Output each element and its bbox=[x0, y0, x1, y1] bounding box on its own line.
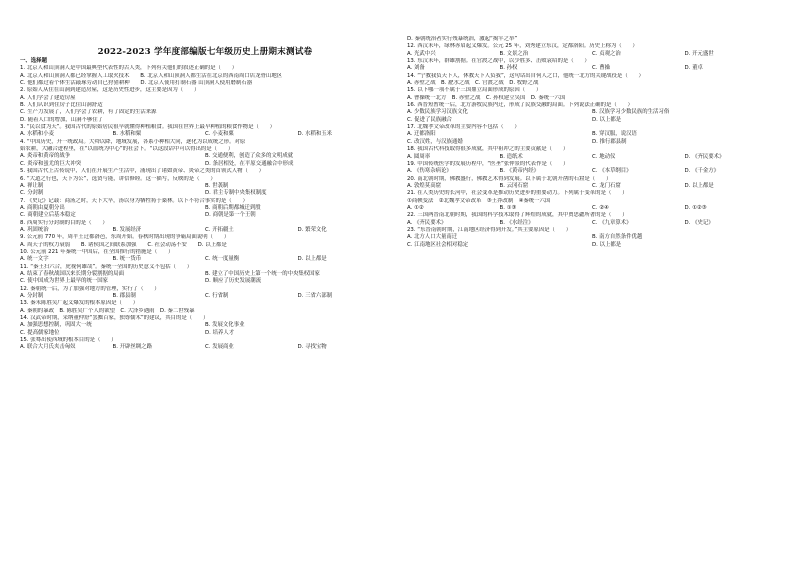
question-stem: 11. “秦王扫六合，虎视何雄哉”。秦统一全国的历史意义不包括（ ） bbox=[20, 263, 193, 270]
answer-option: A. 圆周率 bbox=[407, 153, 431, 160]
answer-options bbox=[407, 242, 777, 249]
answer-option: B. 发展经济 bbox=[112, 226, 142, 233]
answer-options bbox=[20, 161, 390, 168]
answer-option: D. 繁荣文化 bbox=[297, 226, 327, 233]
answer-option: D. 以上都是 bbox=[684, 182, 714, 189]
question-stem: 12. 西汉末年，绿林赤眉起义爆发。公元 25 年，刘秀建立东汉，定都洛阳。历史上称为（ ） bbox=[407, 43, 638, 50]
question-stem: 9. 公元前 770 年，周平王迁都洛邑，东周开始。春秋时期出现的争霸局面说明（ ） bbox=[20, 234, 230, 241]
question-stem: 8. 西周实行分封制的目的是（ ） bbox=[20, 219, 108, 226]
answer-option: A. 水稻和小麦 bbox=[20, 131, 54, 138]
answer-option: D. ①②③ bbox=[684, 204, 707, 211]
answer-options bbox=[20, 278, 390, 285]
question-line: ①商鞅变法 ②北魏孝文帝改革 ③王莽改制 ④秦统一六国 bbox=[407, 197, 551, 204]
answer-option: C. 《本草纲目》 bbox=[592, 168, 632, 175]
answer-options bbox=[407, 109, 777, 116]
answer-option: A. ①② bbox=[407, 204, 424, 211]
answer-option: A. 刘备 bbox=[407, 65, 425, 72]
answer-option: B. 商朝后期都城迁到殷 bbox=[205, 204, 261, 211]
answer-options bbox=[20, 190, 390, 197]
answer-options bbox=[20, 293, 390, 300]
answer-option: D. 以上都是 bbox=[592, 241, 622, 248]
question-line: A. 秦朝的暴政 B. 陈胜吴广个人的欲望 C. 大泽乡遇雨 D. 秦二世残暴 bbox=[20, 307, 195, 314]
answer-option: B. 造纸术 bbox=[499, 153, 523, 160]
answer-options bbox=[407, 220, 777, 227]
left-questions bbox=[20, 65, 390, 351]
answer-option: C. 炎帝和蚩尤的巨大冲突 bbox=[20, 160, 82, 167]
question-line: D. 随着人口的增加，山洞不够住了 bbox=[20, 116, 104, 123]
answer-options bbox=[20, 131, 390, 138]
answer-options bbox=[20, 153, 390, 160]
question-stem: 16. 西晋短暂统一后，北方游牧民族内迁，形成了民族交融的局面。下列说法正确的是（ ） bbox=[407, 102, 633, 109]
exam-title: 2022-2023 学年度部编版七年级历史上册期末测试卷 bbox=[97, 47, 313, 57]
answer-option: D. 《史记》 bbox=[684, 219, 714, 226]
answer-option: D. 以上都是 bbox=[592, 116, 622, 123]
right-questions bbox=[407, 36, 777, 249]
answer-option: C. 发展商业 bbox=[205, 344, 234, 351]
answer-options bbox=[407, 183, 777, 190]
answer-option: C. 龙门石窟 bbox=[592, 182, 621, 189]
answer-option: A. 迁都洛阳 bbox=[407, 131, 436, 138]
answer-option: B. 郡县制 bbox=[112, 293, 136, 299]
answer-option: A. 巩固统治 bbox=[20, 226, 49, 233]
answer-options bbox=[407, 65, 777, 72]
question-stem: 19. 中国传统医学的发展历程中，“医圣”张仲景的代表作是（ ） bbox=[407, 160, 569, 167]
answer-option: C. 地动仪 bbox=[592, 153, 616, 160]
answer-option: B. 世袭制 bbox=[205, 182, 229, 189]
question-stem: 5. 我国古代上古传说中，人们在开展生产生活中，涌现出了诸如黄帝、炎帝之类的首领式人物（ ） bbox=[20, 168, 265, 175]
answer-option: C. 统一度量衡 bbox=[205, 256, 240, 263]
answer-option: C. 商朝建立后基本稳定 bbox=[20, 212, 76, 219]
answer-option: D. 以上都是 bbox=[297, 256, 327, 263]
answer-option: D. 君主专制中央集权制度 bbox=[205, 190, 267, 197]
question-stem: 14. “宁教我负天下人，休教天下人负我”，这句话出自何人之口，他统一北方的关键战役是（ ） bbox=[407, 72, 644, 79]
answer-option: D. 寻找宝物 bbox=[297, 344, 327, 351]
question-stem: 14. 汉武帝时期，采纳董仲舒“罢黜百家，独尊儒术”的建议，其目的是（ ） bbox=[20, 315, 209, 322]
answer-options bbox=[20, 212, 390, 219]
left-column bbox=[20, 58, 390, 352]
question-stem: 2. 原始人从住在山洞到建造房屋，这是历史性进步，这主要是因为（ ） bbox=[20, 87, 200, 94]
answer-option: D. 三省六部制 bbox=[297, 293, 333, 299]
answer-options bbox=[407, 154, 777, 161]
answer-option: B. 南方自然条件优越 bbox=[592, 234, 643, 241]
answer-options bbox=[20, 256, 390, 263]
question-line: A. 人们学会了建造房屋 bbox=[20, 94, 76, 101]
answer-option: D. 商朝是第一个王朝 bbox=[205, 212, 256, 219]
question-stem: 18. 我国古代科技取得很多成就，其中祖冲之的主要贡献是（ ） bbox=[407, 146, 569, 153]
answer-option: C. 行省制 bbox=[205, 293, 229, 299]
answer-option: A. 加强思想控制，巩固大一统 bbox=[20, 322, 92, 329]
answer-option: A. 《伤寒杂病论》 bbox=[407, 168, 452, 175]
answer-options bbox=[407, 205, 777, 212]
answer-option: B. 汉族学习少数民族的生活习俗 bbox=[592, 109, 670, 116]
answer-option: D. 《千金方》 bbox=[684, 168, 720, 175]
answer-option: A. 《齐民要术》 bbox=[407, 219, 447, 226]
question-stem: 10. 公元前 221 年秦统一中国后，在全国推行的措施是（ ） bbox=[20, 248, 174, 255]
answer-option: C. 提高儒家地位 bbox=[20, 329, 60, 336]
question-stem: 22. 三国两晋南北朝时期，我国的科学技术取得了辉煌的成就，其中贾思勰所著的是（ ） bbox=[407, 212, 628, 219]
question-stem: 15. 以下哪一项不属于三国鼎立局面形成的原因（ ） bbox=[407, 87, 542, 94]
question-stem: 4. “中国历史，开一统政局。大舜以降，地域发展，各系小种相大同，逐化为以成统之形。对原 bbox=[20, 138, 246, 145]
answer-option: A. 结束了春秋战国以来长期分裂割据的局面 bbox=[20, 270, 125, 277]
answer-options bbox=[407, 117, 777, 124]
answer-option: A. 联合大月氏夹击匈奴 bbox=[20, 344, 76, 351]
answer-option: D. 开元盛世 bbox=[684, 50, 714, 57]
answer-option: B. 孙权 bbox=[499, 65, 518, 72]
answer-option: C. 小麦和粟 bbox=[205, 131, 234, 138]
answer-option: B. 发展文化事业 bbox=[205, 322, 245, 329]
question-line: A. 赤壁之战 B. 淝水之战 C. 官渡之战 D. 牧野之战 bbox=[407, 80, 539, 87]
question-line: A. 曹操统一北方 B. 赤壁之战 C. 孙权建立吴国 D. 秦统一六国 bbox=[407, 94, 566, 101]
answer-option: A. 光武中兴 bbox=[407, 50, 436, 57]
answer-option: C. 分封制 bbox=[20, 190, 44, 197]
answer-option: A. 禅让制 bbox=[20, 182, 44, 189]
answer-option: C. 开拓疆土 bbox=[205, 226, 234, 233]
answer-option: A. 商朝由夏朝分出 bbox=[20, 204, 65, 211]
question-line: A. 周天子的权力衰弱 B. 诸侯国之间联系加强 C. 社会动荡不安 D. 以上都是 bbox=[20, 241, 227, 248]
question-stem: 17. 北魏孝文帝改革的主要内容不包括（ ） bbox=[407, 124, 520, 131]
answer-option: B. 交通便利，创造了众多的文明成就 bbox=[205, 153, 293, 160]
question-stem: 13. 秦末陈胜吴广起义爆发的根本原因是（ ） bbox=[20, 300, 139, 307]
question-line: 始农耕，大融合进程里，在“以血统为中心”的社会下。“以这段话中可以得出的是（ ） bbox=[20, 146, 234, 153]
question-stem: 15. 张骞出使西域的根本目的是（ ） bbox=[20, 337, 117, 344]
answer-option: B. 统一货币 bbox=[112, 256, 142, 263]
answer-option: C. 曹操 bbox=[592, 65, 610, 72]
answer-option: D. 董卓 bbox=[684, 65, 703, 72]
answer-option: B. 穿汉服，说汉语 bbox=[592, 131, 637, 138]
answer-option: D. 水稻和玉米 bbox=[297, 131, 333, 138]
answer-option: B. ①③ bbox=[499, 204, 517, 211]
answer-option: A. 少数民族学习汉族文化 bbox=[407, 109, 468, 116]
answer-option: C. ②④ bbox=[592, 204, 609, 211]
question-stem: 23. “东晋南朝时期，江南地区经济得到开发。”其主要原因是（ ） bbox=[407, 226, 572, 233]
answer-options bbox=[20, 330, 390, 337]
answer-option: C. 江南地区社会相对稳定 bbox=[407, 241, 469, 248]
answer-options bbox=[20, 344, 390, 351]
question-stem: 7. 《史记》记载：商汤之时，天下大旱，汤以身为牺牲祷于桑林。以下不符合事实的是（ ） bbox=[20, 197, 248, 204]
question-stem: 1. 北京人和山顶洞人是中国最典型代表性的古人类，下列有关他们的叙述正确的是（ ） bbox=[20, 65, 238, 72]
answer-option: C. 《九章算术》 bbox=[592, 219, 632, 226]
answer-option: A. 统一文字 bbox=[20, 256, 49, 263]
answer-option: B. 水稻和粟 bbox=[112, 131, 142, 138]
question-stem: 21. 在人类历史的长河中，社会变革是推动历史进步的重要动力。下列属于变革的是（ ） bbox=[407, 190, 628, 197]
answer-option: C. 使中国成为世界上最早的统一国家 bbox=[20, 278, 109, 285]
question-line: A. 北京人和山顶洞人都已经掌握人工取火技术 B. 北京人和山顶洞人都生活在北京的西南周口店龙骨山地区 bbox=[20, 72, 283, 79]
question-line: B. 人们认识到住房子比住山洞舒适 bbox=[20, 102, 103, 109]
answer-option: B. 云冈石窟 bbox=[499, 182, 529, 189]
answer-option: B. 文景之治 bbox=[499, 50, 529, 57]
question-stem: 20. 南北朝时期，佛教盛行，佛教艺术得到发展。以下属于北朝开凿的石窟是（ ） bbox=[407, 175, 612, 182]
answer-option: A. 敦煌莫高窟 bbox=[407, 182, 441, 189]
answer-options bbox=[20, 322, 390, 329]
question-line: D. 秦朝统治者实行残暴统治，激起“揭竿之举” bbox=[407, 36, 518, 42]
answer-option: D. 顺应了历史发展潮流 bbox=[205, 278, 262, 285]
answer-option: C. 改汉姓，与汉族通婚 bbox=[407, 138, 463, 145]
section-heading: 一、选择题 bbox=[20, 58, 47, 64]
answer-option: C. 贞观之治 bbox=[592, 50, 621, 57]
answer-option: B. 《水经注》 bbox=[499, 219, 534, 226]
answer-option: D. 推行郡县制 bbox=[592, 138, 627, 145]
right-column bbox=[407, 36, 777, 249]
answer-option: A. 北方人口大量南迁 bbox=[407, 234, 458, 241]
answer-option: B. 建立了中国历史上第一个统一的中央集权国家 bbox=[205, 270, 320, 277]
answer-option: B. 《黄帝内经》 bbox=[499, 168, 539, 175]
answer-options bbox=[407, 51, 777, 58]
question-stem: 6. “大道之行也，天下为公”，选贤与能，讲信修睦。这一描写，反映的是（ ） bbox=[20, 175, 216, 182]
question-stem: 13. 东汉末年，群雄割据。在官渡之战中，以少胜多、击败袁绍的是（ ） bbox=[407, 58, 590, 65]
answer-option: B. 开辟丝绸之路 bbox=[112, 344, 152, 351]
answer-option: A. 分封制 bbox=[20, 293, 44, 299]
answer-options bbox=[407, 168, 777, 175]
question-stem: 12. 秦朝统一后，为了加强对地方的管理，实行了（ ） bbox=[20, 285, 160, 292]
question-stem: 3. “民以食为天”。我国古代的原始居民很早就懂得种植粮食。我国在世界上最早种植的粮食作物是（ ） bbox=[20, 124, 276, 131]
answer-option: C. 促进了民族融合 bbox=[407, 116, 452, 123]
answer-options bbox=[407, 234, 777, 241]
answer-options bbox=[20, 227, 390, 234]
answer-option: D. 条居相处，在平原交通融合中形成 bbox=[205, 160, 294, 167]
question-line: C. 生产力发展了，人们学会了农耕，有了固定的生活来源 bbox=[20, 109, 157, 116]
answer-option: D. 《齐民要术》 bbox=[684, 153, 725, 160]
answer-option: A. 炎帝和黄帝的战争 bbox=[20, 153, 71, 160]
answer-options bbox=[407, 139, 777, 146]
answer-option: D. 培养人才 bbox=[205, 329, 235, 336]
answer-options bbox=[407, 131, 777, 138]
question-line: C. 他们都过着个体生活敲琢劳动自已狩猎耕种 D. 北京人使用打制石器 山顶洞人使用磨制石器 bbox=[20, 80, 253, 87]
